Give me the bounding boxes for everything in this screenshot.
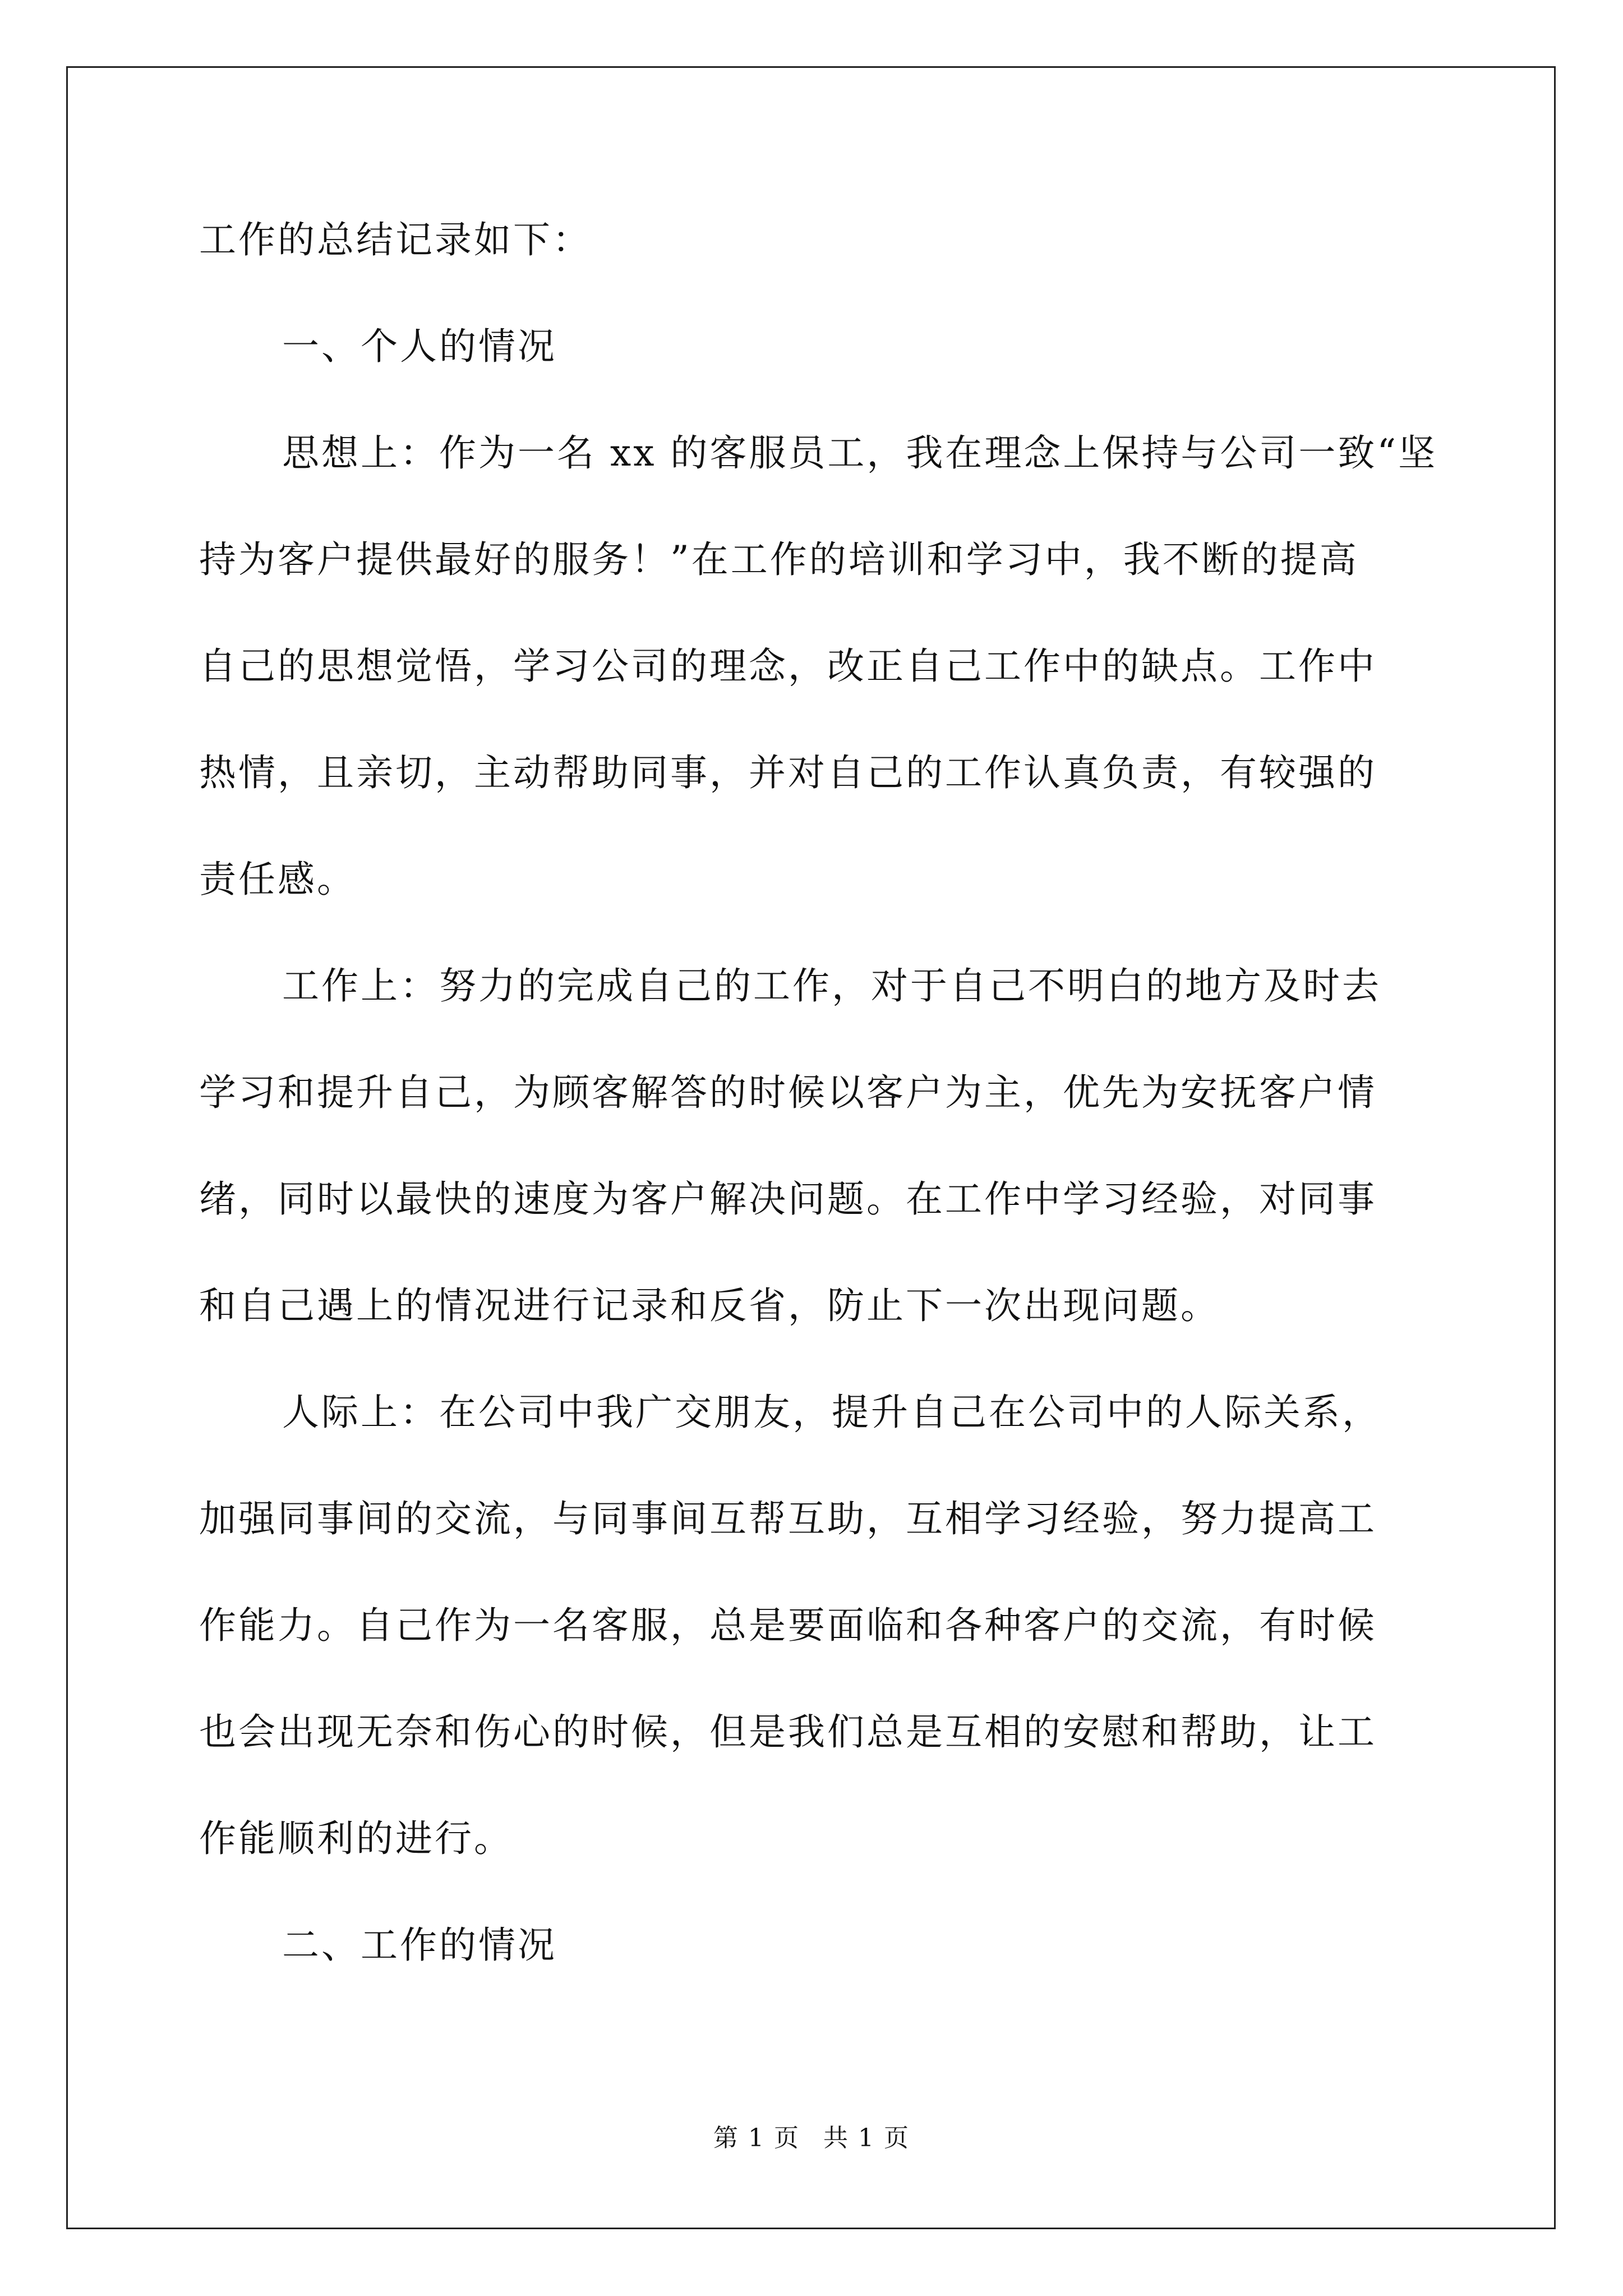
text-line: 思想上：作为一名 xx 的客服员工，我在理念上保持与公司一致“坚 — [282, 431, 1438, 475]
text-line: 和自己遇上的情况进行记录和反省，防止下一次出现问题。 — [199, 1284, 1220, 1327]
text-line: 自己的思想觉悟，学习公司的理念，改正自己工作中的缺点。工作中 — [199, 645, 1377, 688]
text-line: 人际上：在公司中我广交朋友，提升自己在公司中的人际关系， — [282, 1391, 1381, 1434]
text-line: 工作的总结记录如下： — [199, 218, 592, 261]
text-line: 工作上：努力的完成自己的工作，对于自己不明白的地方及时去 — [282, 964, 1381, 1007]
text-line: 作能顺利的进行。 — [199, 1817, 513, 1860]
document-body — [199, 218, 1438, 1967]
text-line: 持为客户提供最好的服务！”在工作的培训和学习中，我不断的提高 — [199, 538, 1359, 581]
page-total: 共 1 页 — [823, 2124, 910, 2152]
page-footer — [0, 2126, 1623, 2151]
text-line: 也会出现无奈和伤心的时候，但是我们总是互相的安慰和帮助，让工 — [199, 1710, 1377, 1754]
text-line: 责任感。 — [199, 858, 356, 901]
page-number: 第 1 页 — [713, 2124, 800, 2152]
text-line: 学习和提升自己，为顾客解答的时候以客户为主，优先为安抚客户情 — [199, 1071, 1377, 1114]
section-heading: 二、工作的情况 — [282, 1924, 557, 1967]
text-line: 绪，同时以最快的速度为客户解决问题。在工作中学习经验，对同事 — [199, 1177, 1377, 1221]
text-line: 作能力。自己作为一名客服，总是要面临和各种客户的交流，有时候 — [199, 1604, 1377, 1647]
text-line: 加强同事间的交流，与同事间互帮互助，互相学习经验，努力提高工 — [199, 1497, 1377, 1540]
text-line: 热情，且亲切，主动帮助同事，并对自己的工作认真负责，有较强的 — [199, 751, 1377, 794]
section-heading: 一、个人的情况 — [282, 325, 557, 368]
